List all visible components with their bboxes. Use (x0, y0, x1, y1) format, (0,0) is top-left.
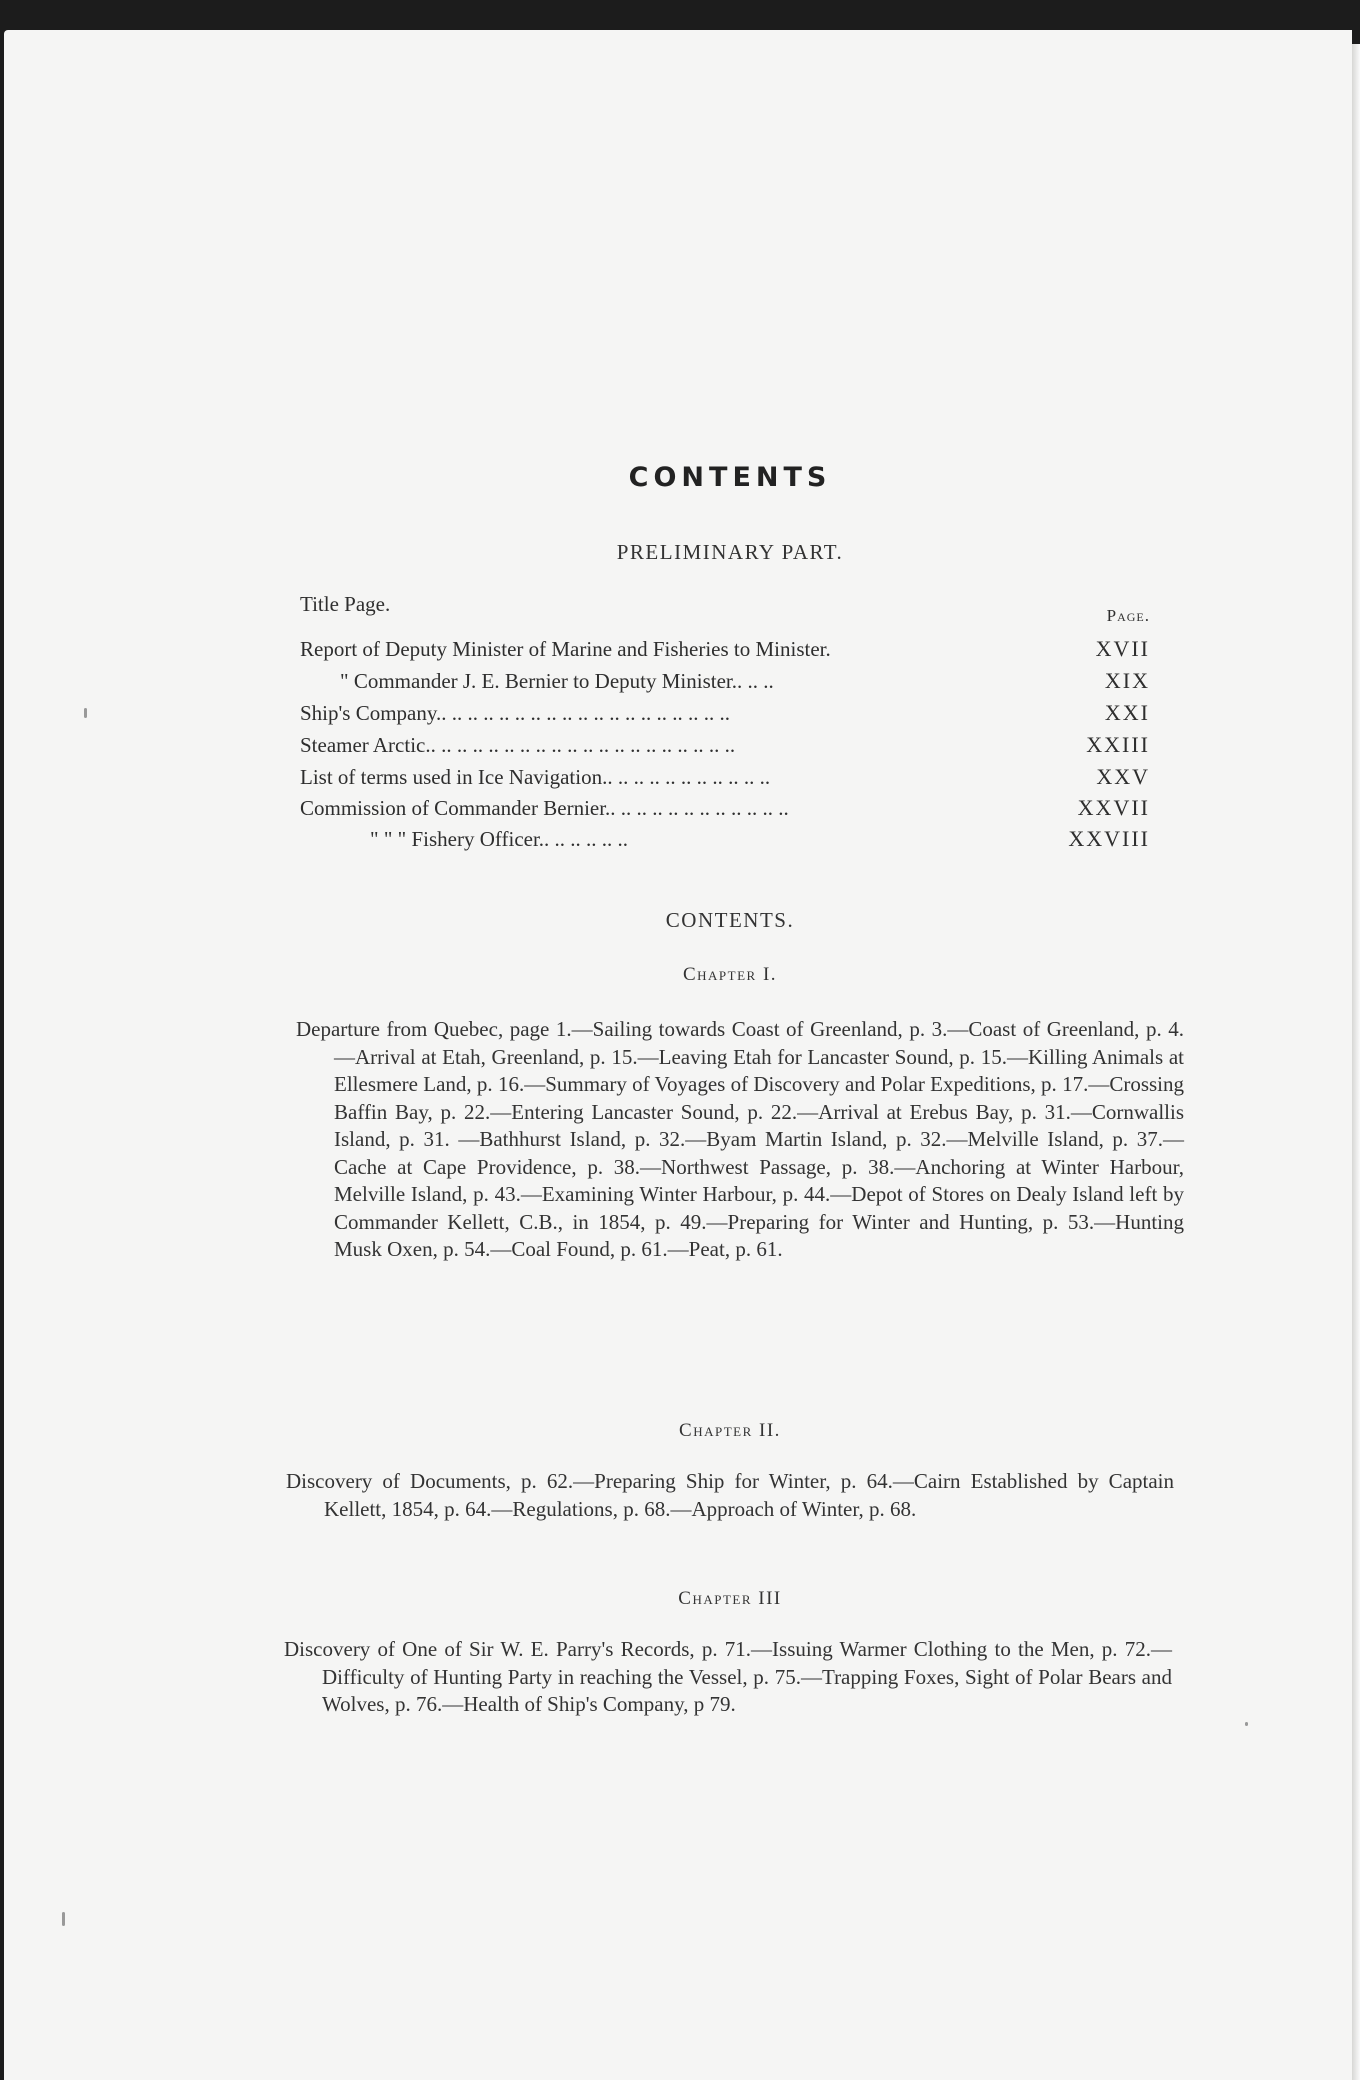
toc-row (300, 589, 1150, 619)
toc-row (300, 698, 1150, 728)
toc-row (300, 824, 1150, 854)
page-column-header: Page. (1106, 606, 1150, 625)
chapter-summary: Departure from Quebec, page 1.—Sailing towards Coast of Greenland, p. 3.—Coast of Greenland, p. 4.—Arrival at Etah, Greenland, p. 15.—Leaving Etah for Lancaster Sound, p. 15.—Killing Animals at Ellesmere Land, p. 16.—Summary of Voyages of Discovery and Polar Expeditions, p. 17.—Crossing Baffin Bay, p. 22.—Entering Lancaster Sound, p. 22.—Arrival at Erebus Bay, p. 31.—Cornwallis Island, p. 31. —Bathhurst Island, p. 32.—Byam Martin Island, p. 32.—Melville Island, p. 37.—Cache at Cape Providence, p. 38.—Northwest Passage, p. 38.—Anchoring at Winter Harbour, Melville Island, p. 43.—Examining Winter Harbour, p. 44.—Depot of Stores on Dealy Island left by Commander Kellett, C.B., in 1854, p. 49.—Preparing for Winter and Hunting, p. 53.—Hunting Musk Oxen, p. 54.—Coal Found, p. 61.—Peat, p. 61. (296, 1017, 1184, 1261)
toc-row (300, 730, 1150, 760)
toc-page: XVII (1095, 636, 1150, 661)
toc-row (300, 793, 1150, 823)
toc-label: Commission of Commander Bernier.. .. .. .. .. .. .. .. .. .. .. .. (300, 796, 789, 820)
toc-row (300, 666, 1150, 696)
contents-heading: CONTENTS (628, 462, 832, 493)
chapter-summary: Discovery of One of Sir W. E. Parry's Records, p. 71.—Issuing Warmer Clothing to the Men, p. 72.—Difficulty of Hunting Party in reaching the Vessel, p. 75.—Trapping Foxes, Sight of Polar Bears and Wolves, p. 76.—Health of Ship's Company, p 79. (284, 1637, 1172, 1716)
toc-page: XXVIII (1068, 826, 1150, 851)
scan-speck (62, 1912, 65, 1926)
scan-speck (1245, 1722, 1248, 1726)
toc-page: XXV (1096, 764, 1150, 789)
toc-label: List of terms used in Ice Navigation.. .. .. .. .. .. .. .. .. .. .. (300, 765, 771, 789)
toc-label: Steamer Arctic.. .. .. .. .. .. .. .. .. .. .. .. .. .. .. .. .. .. .. .. (300, 733, 736, 757)
toc-row (300, 762, 1150, 792)
toc-page: XXI (1104, 700, 1150, 725)
toc-page: XXVII (1077, 795, 1150, 820)
toc-page: XIX (1104, 668, 1150, 693)
toc-label: Report of Deputy Minister of Marine and Fisheries to Minister. (300, 637, 831, 661)
chapter-title: Chapter II. (679, 1420, 781, 1441)
chapter-summary: Discovery of Documents, p. 62.—Preparing Ship for Winter, p. 64.—Cairn Established by Captain Kellett, 1854, p. 64.—Regulations, p. 68.—Approach of Winter, p. 68. (286, 1469, 1174, 1521)
preliminary-part-title: PRELIMINARY PART. (616, 540, 844, 564)
toc-page: XXIII (1086, 732, 1150, 757)
toc-row (300, 634, 1150, 664)
toc-label: " " " Fishery Officer.. .. .. .. .. .. (370, 827, 629, 851)
contents-subtitle: CONTENTS. (665, 908, 795, 932)
page-edge (1352, 44, 1360, 2080)
toc-label: " Commander J. E. Bernier to Deputy Minister.. .. .. (340, 669, 774, 693)
toc-label: Ship's Company.. .. .. .. .. .. .. .. .. .. .. .. .. .. .. .. .. .. .. (300, 701, 731, 725)
scan-speck (84, 708, 87, 718)
toc-label: Title Page. (300, 592, 391, 616)
chapter-title: Chapter I. (682, 964, 778, 985)
chapter-title: Chapter III (678, 1588, 782, 1609)
